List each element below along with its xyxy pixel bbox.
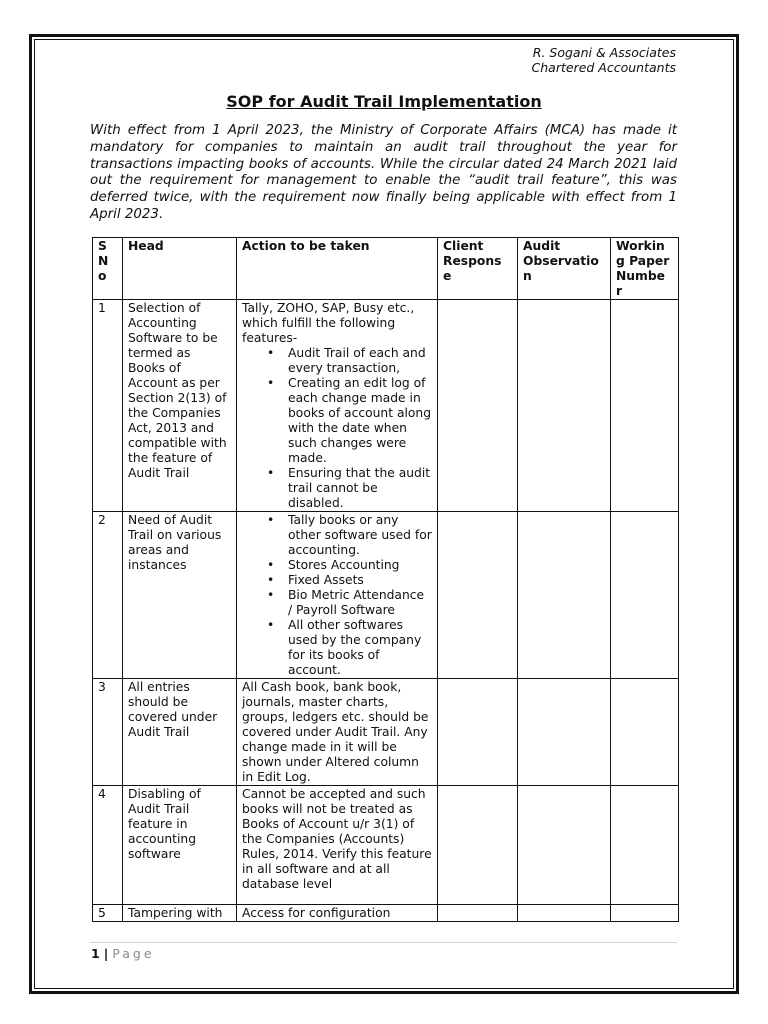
list-item: • Ensuring that the audit trail cannot be disabled.: [288, 466, 432, 511]
cell-sno: 3: [93, 679, 123, 786]
col-header-client-response: Client Respons e: [438, 238, 518, 300]
cell-audit-observation: [518, 786, 611, 905]
sop-table: [92, 237, 679, 922]
cell-head: Need of Audit Trail on various areas and instances: [123, 512, 237, 679]
table-row: [93, 512, 679, 679]
col-header-action: Action to be taken: [237, 238, 438, 300]
cell-head: Tampering with: [123, 905, 237, 922]
cell-audit-observation: [518, 905, 611, 922]
page-separator: |: [103, 946, 109, 961]
cell-action: [237, 300, 438, 512]
cell-working-paper: [611, 679, 679, 786]
firm-subtitle: Chartered Accountants: [531, 60, 676, 75]
cell-working-paper: [611, 786, 679, 905]
action-bullet-list: [242, 346, 432, 511]
cell-sno: 5: [93, 905, 123, 922]
cell-audit-observation: [518, 679, 611, 786]
cell-action: Access for configuration: [237, 905, 438, 922]
page-number: 1: [91, 946, 100, 961]
cell-head: All entries should be covered under Audit Trail: [123, 679, 237, 786]
list-item: • Creating an edit log of each change made in books of account along with the date when such changes were made.: [288, 376, 432, 466]
cell-audit-observation: [518, 512, 611, 679]
table-row: [93, 786, 679, 905]
list-item: • Tally books or any other software used for accounting.: [288, 513, 432, 558]
list-item: • All other softwares used by the company for its books of account.: [288, 618, 432, 678]
cell-client-response: [438, 786, 518, 905]
cell-audit-observation: [518, 300, 611, 512]
cell-working-paper: [611, 300, 679, 512]
cell-sno: 2: [93, 512, 123, 679]
cell-sno: 4: [93, 786, 123, 905]
col-header-sno: S N o: [93, 238, 123, 300]
table-row: [93, 300, 679, 512]
list-item: • Bio Metric Attendance / Payroll Software: [288, 588, 432, 618]
cell-client-response: [438, 512, 518, 679]
col-header-audit-observation: Audit Observatio n: [518, 238, 611, 300]
cell-action: Cannot be accepted and such books will not be treated as Books of Account u/r 3(1) of the Companies (Accounts) Rules, 2014. Verify this feature in all software and at all database level: [237, 786, 438, 905]
action-intro: Tally, ZOHO, SAP, Busy etc., which fulfill the following features-: [242, 301, 415, 345]
cell-client-response: [438, 905, 518, 922]
page-footer: [91, 946, 155, 961]
cell-head: Disabling of Audit Trail feature in accounting software: [123, 786, 237, 905]
table-header-row: [93, 238, 679, 300]
list-item: • Audit Trail of each and every transaction,: [288, 346, 432, 376]
firm-name: R. Sogani & Associates: [532, 45, 676, 60]
cell-working-paper: [611, 905, 679, 922]
firm-header: [532, 45, 676, 75]
col-header-working-paper: Workin g Paper Numbe r: [611, 238, 679, 300]
list-item: • Fixed Assets: [288, 573, 432, 588]
action-bullet-list: [242, 513, 432, 678]
cell-head: Selection of Accounting Software to be termed as Books of Account as per Section 2(13) of the Companies Act, 2013 and compatible with the feature of Audit Trail: [123, 300, 237, 512]
table-row: [93, 905, 679, 922]
cell-action: All Cash book, bank book, journals, master charts, groups, ledgers etc. should be covered under Audit Trail. Any change made in it will be shown under Altered column in Edit Log.: [237, 679, 438, 786]
document-title: SOP for Audit Trail Implementation: [226, 92, 542, 111]
cell-working-paper: [611, 512, 679, 679]
col-header-head: Head: [123, 238, 237, 300]
intro-paragraph: With effect from 1 April 2023, the Ministry of Corporate Affairs (MCA) has made it mandatory for companies to maintain an audit trail throughout the year for transactions impacting books of accounts. While the circular dated 24 March 2021 laid out the requirement for management to enable the “audit trail feature”, this was deferred twice, with the requirement now finally being applicable with effect from 1 April 2023.: [90, 123, 677, 222]
cell-sno: 1: [93, 300, 123, 512]
cell-client-response: [438, 300, 518, 512]
table-row: [93, 679, 679, 786]
footer-divider: [90, 942, 677, 943]
page-label: Page: [112, 946, 155, 961]
list-item: • Stores Accounting: [288, 558, 432, 573]
cell-client-response: [438, 679, 518, 786]
cell-action: [237, 512, 438, 679]
